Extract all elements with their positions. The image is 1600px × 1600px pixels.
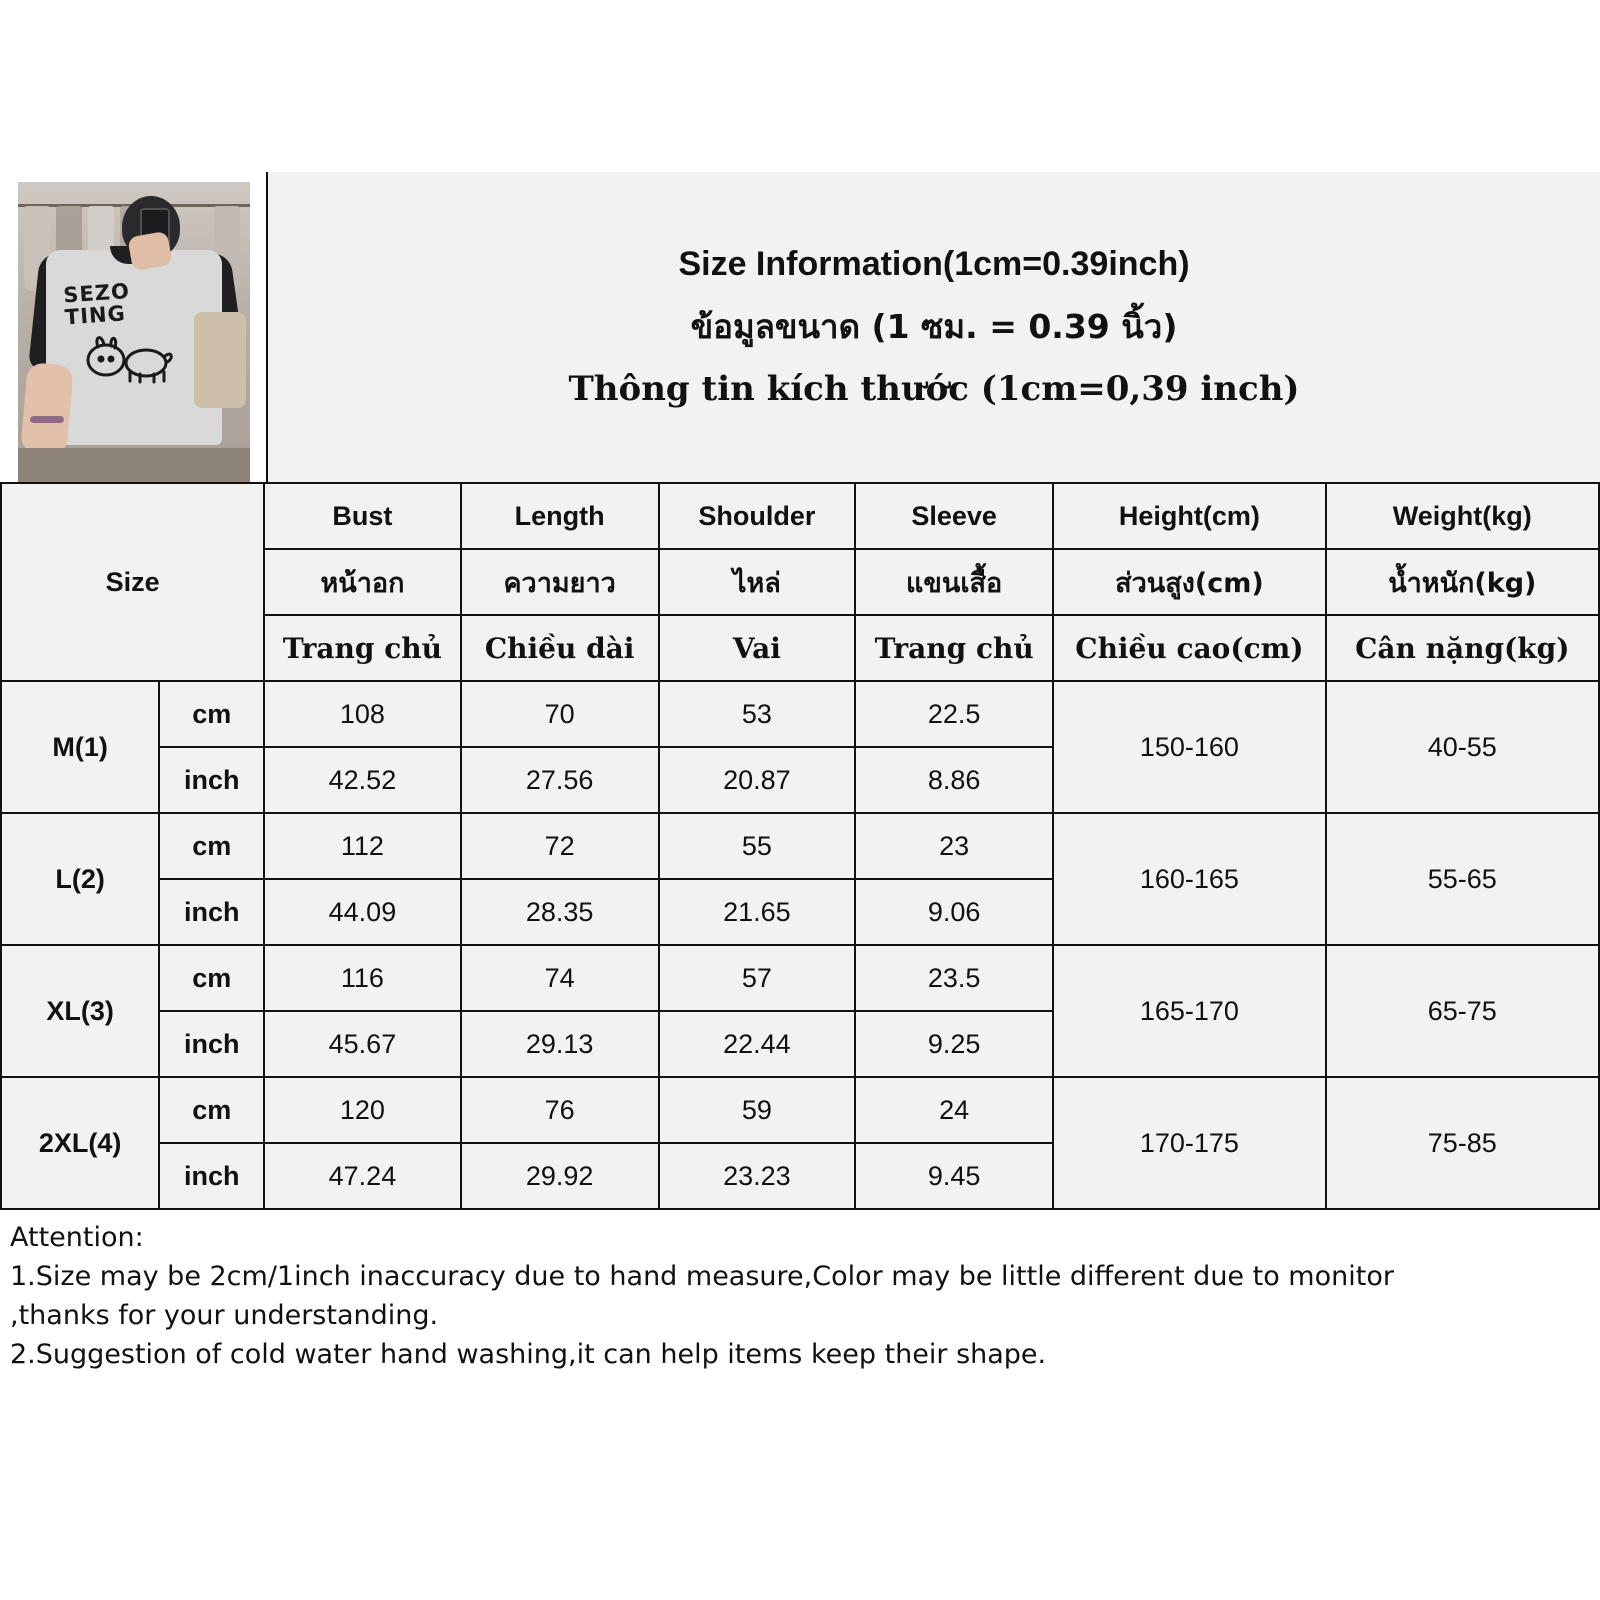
header-length-vi: Chiều dài	[461, 615, 659, 681]
attention-line-2: ,thanks for your understanding.	[10, 1300, 439, 1331]
cell-length-cm: 74	[461, 945, 659, 1011]
cell-bust-cm: 120	[264, 1077, 460, 1143]
cell-shoulder-cm: 53	[659, 681, 855, 747]
product-photo-cell	[0, 172, 268, 482]
header-height-en: Height(cm)	[1053, 483, 1325, 549]
unit-inch: inch	[159, 879, 264, 945]
header-shoulder-th: ไหล่	[659, 549, 855, 615]
cell-sleeve-inch: 9.25	[855, 1011, 1053, 1077]
cell-length-inch: 29.13	[461, 1011, 659, 1077]
header-weight-vi: Cân nặng(kg)	[1326, 615, 1599, 681]
cell-bust-cm: 112	[264, 813, 460, 879]
cell-length-inch: 29.92	[461, 1143, 659, 1209]
header-sleeve-vi: Trang chủ	[855, 615, 1053, 681]
unit-inch: inch	[159, 747, 264, 813]
header-weight-en: Weight(kg)	[1326, 483, 1599, 549]
row-size-xl: XL(3)	[1, 945, 159, 1077]
cell-sleeve-cm: 24	[855, 1077, 1053, 1143]
cell-sleeve-inch: 9.06	[855, 879, 1053, 945]
cell-shoulder-cm: 57	[659, 945, 855, 1011]
cell-shoulder-inch: 22.44	[659, 1011, 855, 1077]
header-height-vi: Chiều cao(cm)	[1053, 615, 1325, 681]
table-row	[1, 945, 1599, 1011]
unit-cm: cm	[159, 813, 264, 879]
cell-shoulder-inch: 23.23	[659, 1143, 855, 1209]
cell-sleeve-inch: 9.45	[855, 1143, 1053, 1209]
cell-bust-inch: 47.24	[264, 1143, 460, 1209]
title-block	[268, 172, 1600, 482]
table-header-row-english	[1, 483, 1599, 549]
table-row	[1, 681, 1599, 747]
cell-sleeve-inch: 8.86	[855, 747, 1053, 813]
cell-height: 150-160	[1053, 681, 1325, 813]
unit-inch: inch	[159, 1011, 264, 1077]
cell-shoulder-inch: 21.65	[659, 879, 855, 945]
row-size-l: L(2)	[1, 813, 159, 945]
cell-sleeve-cm: 23	[855, 813, 1053, 879]
title-line-english: Size Information(1cm=0.39inch)	[678, 245, 1190, 283]
unit-cm: cm	[159, 945, 264, 1011]
header-sleeve-th: แขนเสื้อ	[855, 549, 1053, 615]
header-length-en: Length	[461, 483, 659, 549]
header-bust-th: หน้าอก	[264, 549, 460, 615]
size-chart-sheet	[0, 172, 1600, 1424]
cell-length-cm: 72	[461, 813, 659, 879]
table-row	[1, 1077, 1599, 1143]
cell-length-inch: 28.35	[461, 879, 659, 945]
cell-height: 165-170	[1053, 945, 1325, 1077]
bracelet	[30, 416, 64, 423]
cell-sleeve-cm: 22.5	[855, 681, 1053, 747]
header-weight-th: น้ำหนัก(kg)	[1326, 549, 1599, 615]
cell-length-cm: 70	[461, 681, 659, 747]
model-arm	[20, 362, 74, 456]
unit-inch: inch	[159, 1143, 264, 1209]
cell-shoulder-cm: 55	[659, 813, 855, 879]
product-photo	[18, 182, 250, 482]
attention-block	[0, 1210, 1600, 1374]
chart-header-band	[0, 172, 1600, 482]
row-size-m: M(1)	[1, 681, 159, 813]
cell-shoulder-inch: 20.87	[659, 747, 855, 813]
shirt-print-text: SEZO TING	[62, 278, 131, 330]
cell-bust-cm: 116	[264, 945, 460, 1011]
header-bust-en: Bust	[264, 483, 460, 549]
cell-weight: 65-75	[1326, 945, 1599, 1077]
row-size-2xl: 2XL(4)	[1, 1077, 159, 1209]
unit-cm: cm	[159, 1077, 264, 1143]
cell-height: 160-165	[1053, 813, 1325, 945]
table-row	[1, 813, 1599, 879]
cell-bust-inch: 44.09	[264, 879, 460, 945]
cell-length-cm: 76	[461, 1077, 659, 1143]
cell-bust-inch: 45.67	[264, 1011, 460, 1077]
cell-sleeve-cm: 23.5	[855, 945, 1053, 1011]
unit-cm: cm	[159, 681, 264, 747]
attention-line-3: 2.Suggestion of cold water hand washing,it can help items keep their shape.	[10, 1339, 1047, 1370]
header-sleeve-en: Sleeve	[855, 483, 1053, 549]
cell-bust-inch: 42.52	[264, 747, 460, 813]
floor	[18, 448, 250, 482]
cell-length-inch: 27.56	[461, 747, 659, 813]
title-line-thai: ข้อมูลขนาด (1 ซม. = 0.39 นิ้ว)	[690, 307, 1178, 346]
header-shoulder-vi: Vai	[659, 615, 855, 681]
size-table	[0, 482, 1600, 1210]
header-length-th: ความยาว	[461, 549, 659, 615]
size-column-header: Size	[1, 483, 264, 681]
header-height-th: ส่วนสูง(cm)	[1053, 549, 1325, 615]
header-shoulder-en: Shoulder	[659, 483, 855, 549]
header-bust-vi: Trang chủ	[264, 615, 460, 681]
cell-weight: 40-55	[1326, 681, 1599, 813]
cell-bust-cm: 108	[264, 681, 460, 747]
shoulder-bag	[194, 312, 246, 408]
bunny-print-icon	[80, 330, 176, 384]
title-line-vietnamese: Thông tin kích thước (1cm=0,39 inch)	[568, 369, 1300, 409]
attention-heading: Attention:	[10, 1222, 144, 1253]
cell-shoulder-cm: 59	[659, 1077, 855, 1143]
cell-weight: 55-65	[1326, 813, 1599, 945]
cell-weight: 75-85	[1326, 1077, 1599, 1209]
attention-line-1: 1.Size may be 2cm/1inch inaccuracy due to hand measure,Color may be little different due to monitor	[10, 1261, 1394, 1292]
cell-height: 170-175	[1053, 1077, 1325, 1209]
